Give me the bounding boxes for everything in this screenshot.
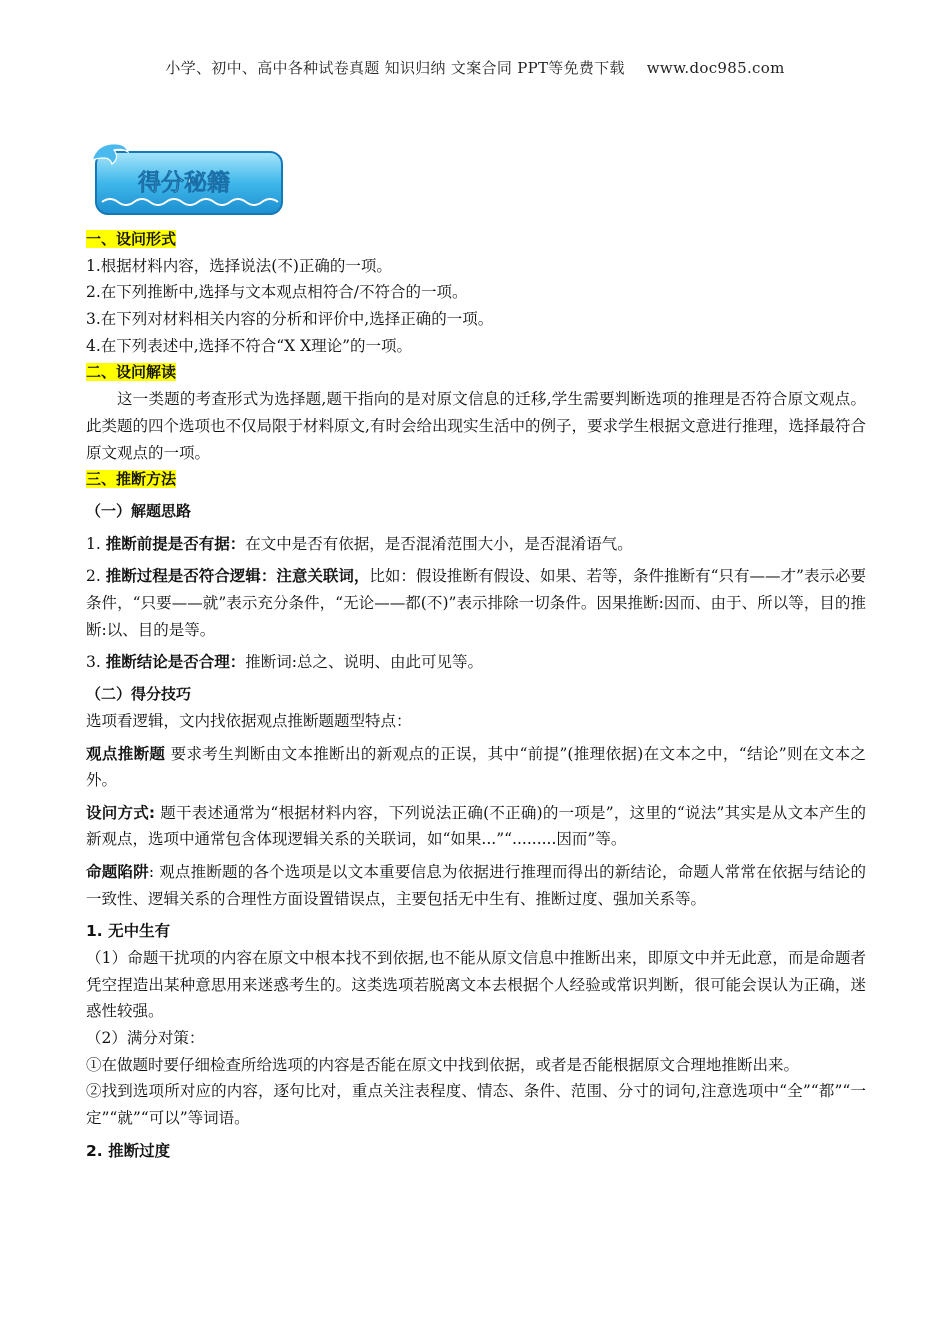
question-form-3: 3.在下列对材料相关内容的分析和评价中,选择正确的一项。	[86, 310, 494, 329]
method-point-2: 2. 推断过程是否符合逻辑：注意关联词，比如：假设推断有假设、如果、若等，条件推断有“只有——才”表示必要条件，“只要——就”表示充分条件，“无论——都(不)”表示排除一切条件。因果推断:因而、由于、所以等，目的推断:以、目的是等。	[86, 567, 866, 639]
countermeasure-1: ①在做题时要仔细检查所给选项的内容是否能在原文中找到依据，或者是否能根据原文合理地推断出来。	[86, 1055, 800, 1074]
page-header	[0, 57, 950, 78]
banner-logo	[88, 138, 288, 220]
method-point-3: 3. 推断结论是否合理：推断词:总之、说明、由此可见等。	[86, 653, 483, 672]
viewpoint-inference-para: 观点推断题 要求考生判断由文本推断出的新观点的正误，其中“前提”(推理依据)在文本之中，“结论”则在文本之外。	[86, 744, 866, 790]
question-form-2: 2.在下列推断中,选择与文本观点相符合/不符合的一项。	[86, 283, 468, 302]
subheading-approach: （一）解题思路	[86, 501, 192, 520]
question-style-para: 设问方式: 题干表述通常为“根据材料内容，下列说法正确(不正确)的一项是”，这里的“说法”其实是从文本产生的新观点，选项中通常包含体现逻辑关系的关联词，如“如果...”“.........因而”等。	[86, 803, 866, 849]
banner-title: 得分秘籍	[138, 170, 230, 196]
main-content	[86, 226, 866, 1164]
trap-para: 命题陷阱: 观点推断题的各个选项是以文本重要信息为依据进行推理而得出的新结论，命题人常常在依据与结论的一致性、逻辑关系的合理性方面设置错误点，主要包括无中生有、推断过度、强加关系等。	[86, 863, 866, 908]
method-point-1: 1. 推断前提是否有据：在文中是否有依据，是否混淆范围大小，是否混淆语气。	[86, 534, 633, 553]
section-heading-2: 二、设问解读	[86, 363, 177, 382]
question-form-1: 1.根据材料内容，选择说法(不)正确的一项。	[86, 256, 392, 275]
skills-intro: 选项看逻辑，文内找依据观点推断题题型特点：	[86, 711, 412, 730]
question-form-4: 4.在下列表述中,选择不符合“X X理论”的一项。	[86, 336, 413, 355]
subheading-skills: （二）得分技巧	[86, 685, 192, 704]
section-heading-3: 三、推断方法	[86, 470, 177, 489]
trap1-note-1: （1）命题干扰项的内容在原文中根本找不到依据,也不能从原文信息中推断出来，即原文中并无此意，而是命题者凭空捏造出某种意思用来迷惑考生的。这类选项若脱离文本去根据个人经验或常识判断，很可能会误认为正确，迷惑性较强。	[86, 949, 866, 1021]
header-text: 小学、初中、高中各种试卷真题 知识归纳 文案合同 PPT等免费下载	[165, 59, 625, 77]
trap-heading-1: 1. 无中生有	[86, 922, 171, 941]
trap-heading-2: 2. 推断过度	[86, 1141, 171, 1160]
section2-body: 这一类题的考查形式为选择题,题干指向的是对原文信息的迁移,学生需要判断选项的推理是否符合原文观点。此类题的四个选项也不仅局限于材料原文,有时会给出现实生活中的例子，要求学生根据文意进行推理，选择最符合原文观点的一项。	[86, 390, 866, 462]
header-url[interactable]: www.doc985.com	[646, 59, 785, 77]
trap1-note-2: （2）满分对策：	[86, 1029, 205, 1048]
section-heading-1: 一、设问形式	[86, 230, 177, 248]
countermeasure-2: ②找到选项所对应的内容，逐句比对，重点关注表程度、情态、条件、范围、分寸的词句,注意选项中“全”“都”“一定”“就”“可以”等词语。	[86, 1082, 866, 1128]
